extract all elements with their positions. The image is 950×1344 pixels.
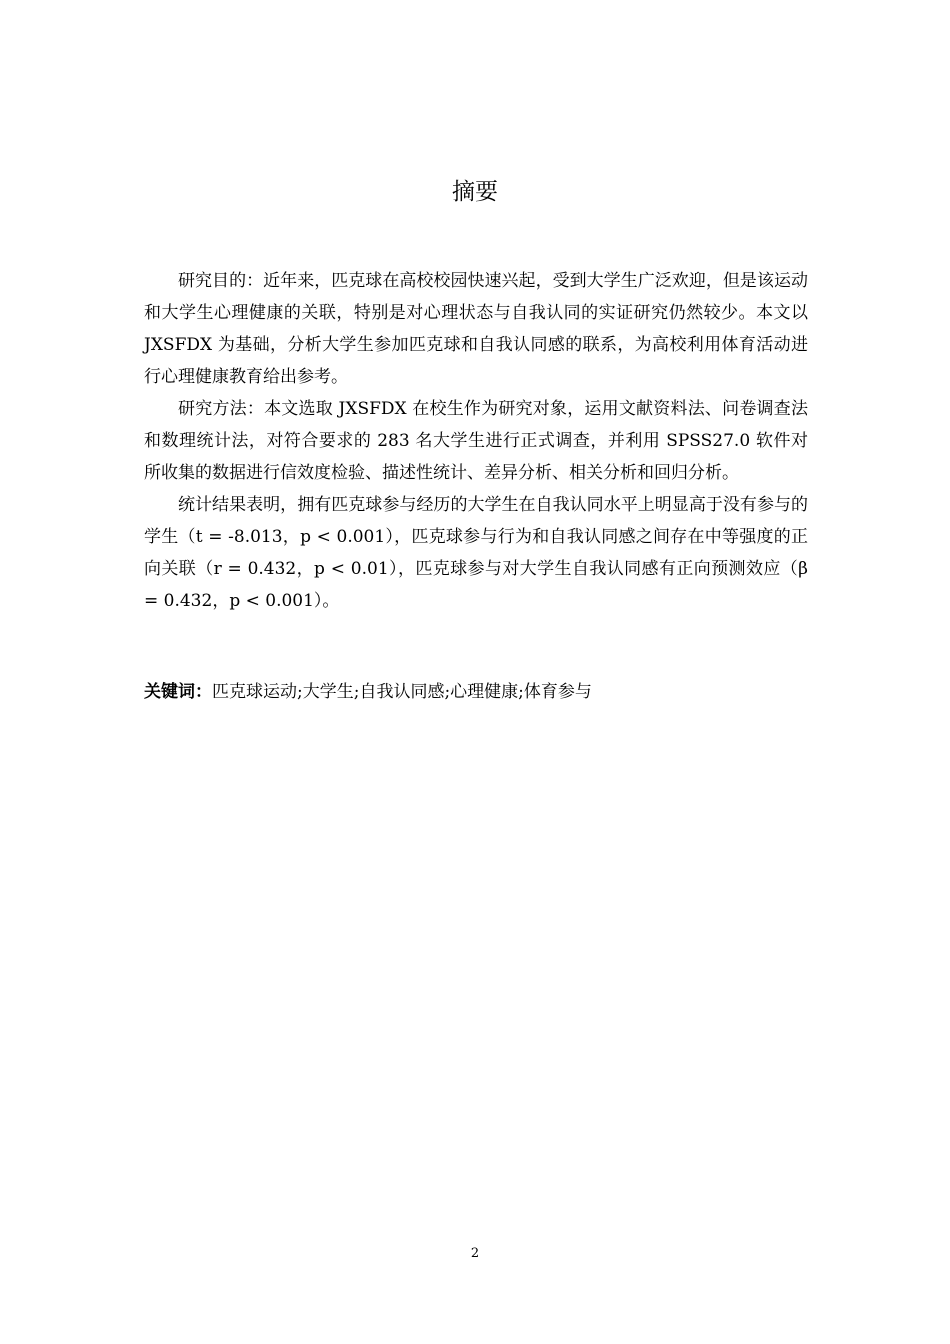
keywords-text: 匹克球运动;大学生;自我认同感;心理健康;体育参与 — [212, 682, 592, 702]
keywords-line — [144, 676, 808, 708]
page-title: 摘要 — [452, 179, 498, 205]
keywords-label: 关键词： — [144, 682, 212, 702]
paragraph-research-methods: 研究方法：本文选取 JXSFDX 在校生作为研究对象，运用文献资料法、问卷调查法和数理统计法，对符合要求的 283 名大学生进行正式调查，并利用 SPSS27.0 软件对所收集的数据进行信效度检验、描述性统计、差异分析、相关分析和回归分析。 — [144, 399, 808, 483]
abstract-body — [144, 265, 808, 617]
paragraph-results: 统计结果表明，拥有匹克球参与经历的大学生在自我认同水平上明显高于没有参与的学生（t = -8.013，p < 0.001），匹克球参与行为和自我认同感之间存在中等强度的正向关联（r = 0.432，p < 0.01），匹克球参与对大学生自我认同感有正向预测效应（β = 0.432，p < 0.001）。 — [144, 495, 808, 611]
page-number: 2 — [470, 1246, 480, 1261]
paragraph-research-purpose: 研究目的：近年来，匹克球在高校校园快速兴起，受到大学生广泛欢迎，但是该运动和大学生心理健康的关联，特别是对心理状态与自我认同的实证研究仍然较少。本文以 JXSFDX 为基础，分析大学生参加匹克球和自我认同感的联系，为高校利用体育活动进行心理健康教育给出参考。 — [144, 271, 808, 387]
